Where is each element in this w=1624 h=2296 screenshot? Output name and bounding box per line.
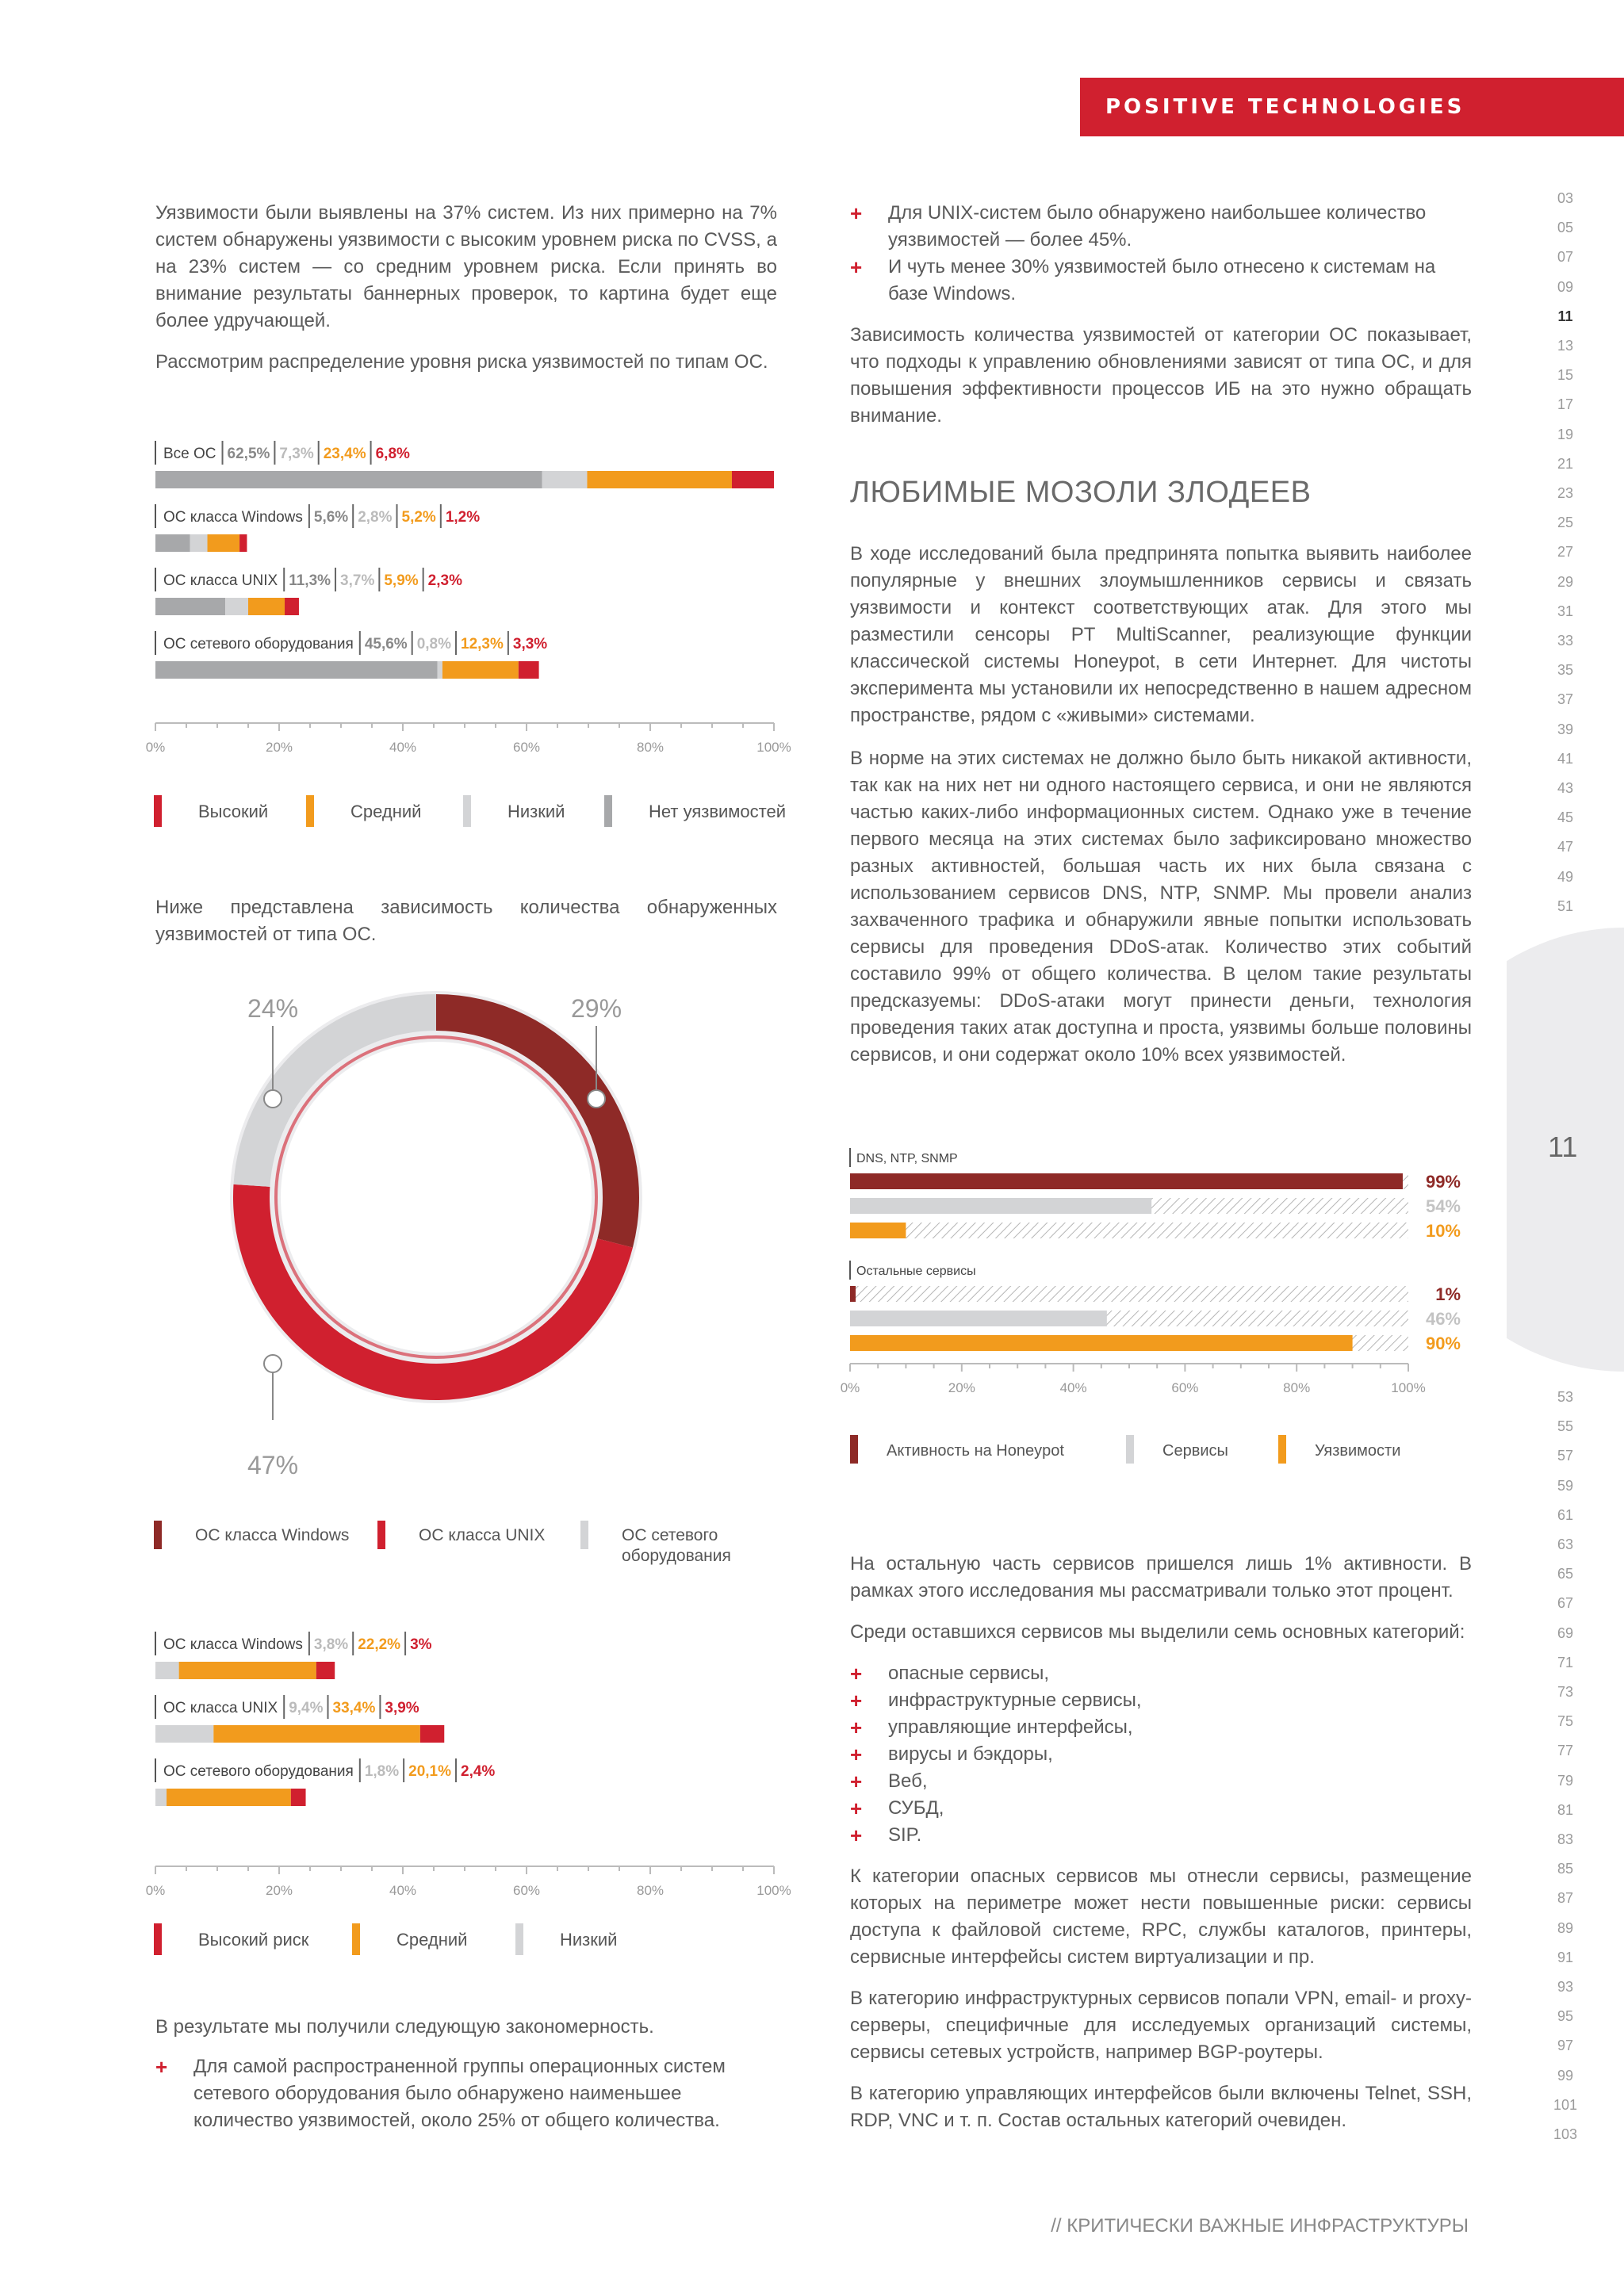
right-paragraph-7: В категорию инфраструктурных сервисов попали VPN, email- и proxy-серверы, специфичные для исследуемых организаций системы, сервисы сетевых устройств, например BGP-роутеры. [850, 1988, 1472, 2063]
side-index-page[interactable]: 31 [1557, 603, 1574, 619]
right-paragraph-8: В категорию управляющих интерфейсов были включены Telnet, SSH, RDP, VNC и т. п. Состав остальных категорий очевиден. [850, 2083, 1472, 2131]
chart3-category-label: ОС класса UNIX [163, 1700, 278, 1716]
side-index-page[interactable]: 61 [1557, 1506, 1574, 1523]
side-index-page[interactable]: 51 [1557, 897, 1574, 914]
chart1-legend-label: Высокий [198, 802, 269, 821]
side-index-page[interactable]: 81 [1557, 1801, 1574, 1818]
chart1-category-label: ОС класса UNIX [163, 572, 278, 589]
right-list2-item: + Веб, [850, 1768, 1472, 1795]
side-index-page[interactable]: 03 [1557, 190, 1574, 206]
chart1-legend-swatch [604, 795, 612, 827]
side-index-page[interactable]: 25 [1557, 515, 1574, 531]
side-index-page[interactable]: 91 [1557, 1949, 1574, 1965]
side-index-page[interactable]: 59 [1557, 1477, 1574, 1494]
chart1-tick-label: 0% [145, 740, 166, 755]
chart4-bar [850, 1286, 856, 1302]
chart1-category-label: Все ОС [163, 446, 216, 462]
right-list2-item: + SIP. [850, 1822, 1472, 1849]
right-list1-item: + И чуть менее 30% уязвимостей было отнесено к системам на базе Windows. [850, 254, 1472, 308]
chart4-bar-bg [850, 1286, 1408, 1302]
chart3-bar-segment [316, 1662, 335, 1679]
chart1-data-label: 3,7% [340, 572, 375, 589]
chart3-category-label: ОС класса Windows [163, 1636, 303, 1653]
chart1-bar-segment [225, 598, 248, 615]
chart1-data-label: 45,6% [364, 636, 408, 652]
side-index-page[interactable]: 57 [1557, 1448, 1574, 1464]
chart4-tick-label: 60% [1171, 1380, 1199, 1395]
chart1-data-label: 0,8% [416, 636, 451, 652]
right-list1-item: + Для UNIX-систем было обнаружено наибольшее количество уязвимостей — более 45%. [850, 200, 1472, 254]
chart-honeypot-activity [841, 1142, 1538, 1490]
chart1-legend-swatch [154, 795, 162, 827]
chart3-tick-label: 20% [265, 1883, 293, 1898]
side-index-page[interactable]: 101 [1553, 2096, 1578, 2113]
side-index-page[interactable]: 85 [1557, 1861, 1574, 1877]
chart3-data-label: 3,9% [385, 1700, 419, 1716]
chart4-legend-label: Уязвимости [1315, 1442, 1401, 1460]
side-index-page[interactable]: 83 [1557, 1831, 1574, 1847]
right-bullet-list-1 [850, 200, 1472, 308]
chart4-data-label: 99% [1425, 1172, 1461, 1192]
chart1-tick-label: 20% [265, 740, 293, 755]
chart1-data-label: 23,4% [323, 446, 366, 462]
chart4-bar [850, 1198, 1151, 1214]
side-index-page[interactable]: 73 [1557, 1684, 1574, 1700]
chart3-tick-label: 100% [756, 1883, 791, 1898]
side-index-page[interactable]: 89 [1557, 1919, 1574, 1936]
side-index-page[interactable]: 21 [1557, 455, 1574, 472]
left-bullet-list [155, 2053, 777, 2134]
chart4-data-label: 46% [1425, 1309, 1461, 1329]
chart-vulns-risk-by-os [143, 1617, 809, 1966]
chart4-legend-swatch [1278, 1435, 1286, 1464]
chart3-bar-segment [167, 1789, 291, 1806]
right-list2-item: + вирусы и бэкдоры, [850, 1741, 1472, 1768]
chart4-legend-label: Сервисы [1162, 1442, 1228, 1460]
side-index-page[interactable]: 23 [1557, 485, 1574, 501]
chart1-bar-segment [190, 534, 208, 552]
chart4-legend-label: Активность на Honeypot [887, 1442, 1064, 1460]
side-index-page[interactable]: 39 [1557, 721, 1574, 737]
chart1-bar-segment [155, 534, 190, 552]
side-index-page[interactable]: 17 [1557, 396, 1574, 413]
chart4-data-label: 90% [1425, 1334, 1461, 1353]
chart1-bar-segment [155, 471, 542, 488]
chart3-tick-label: 0% [145, 1883, 166, 1898]
chart4-data-label: 10% [1425, 1221, 1461, 1241]
chart3-bar-segment [155, 1725, 213, 1743]
side-index-page[interactable]: 79 [1557, 1772, 1574, 1789]
side-index-page[interactable]: 33 [1557, 633, 1574, 649]
chart4-tick-label: 0% [841, 1380, 860, 1395]
chart3-bar-segment [155, 1789, 167, 1806]
right-list2-item: + опасные сервисы, [850, 1660, 1472, 1687]
side-index-page[interactable]: 69 [1557, 1624, 1574, 1641]
side-index-page[interactable]: 49 [1557, 868, 1574, 885]
chart4-bar [850, 1223, 906, 1238]
side-index-page[interactable]: 35 [1557, 662, 1574, 679]
side-index-page[interactable]: 99 [1557, 2067, 1574, 2084]
side-index-page[interactable]: 41 [1557, 750, 1574, 767]
chart3-legend-swatch [154, 1923, 162, 1955]
chart1-legend-label: Средний [350, 802, 422, 821]
chart3-legend-label: Высокий риск [198, 1930, 309, 1950]
chart4-tick-label: 40% [1059, 1380, 1087, 1395]
brand-name: POSITIVE TECHNOLOGIES [1105, 95, 1465, 119]
chart2-slice-label: 47% [247, 1451, 299, 1479]
chart1-bar-segment [438, 661, 442, 679]
chart3-data-label: 2,4% [461, 1763, 496, 1780]
chart3-tick-label: 40% [389, 1883, 417, 1898]
chart3-data-label: 22,2% [358, 1636, 401, 1653]
chart1-bar-segment [542, 471, 588, 488]
chart3-data-label: 33,4% [332, 1700, 376, 1716]
side-index-page[interactable]: 77 [1557, 1743, 1574, 1759]
right-paragraph-4: На остальную часть сервисов пришелся лишь 1% активности. В рамках этого исследования мы рассматривали только этот процент. [850, 1553, 1472, 1601]
side-index-page[interactable]: 11 [1557, 308, 1573, 324]
chart3-bar-segment [213, 1725, 420, 1743]
chart3-bar-segment [291, 1789, 306, 1806]
side-index-page[interactable]: 07 [1557, 249, 1574, 266]
chart1-bar-segment [155, 661, 438, 679]
chart1-data-label: 62,5% [227, 446, 270, 462]
footer-section-title: // КРИТИЧЕСКИ ВАЖНЫЕ ИНФРАСТРУКТУРЫ [1051, 2215, 1469, 2237]
left-list-item: + Для самой распространенной группы операционных систем сетевого оборудования было обнаружено наименьшее количество уязвимостей, около 25% от общего количества. [155, 2053, 777, 2134]
chart1-bar-segment [442, 661, 519, 679]
chart2-legend-label: оборудования [622, 1547, 731, 1565]
side-index-page[interactable]: 09 [1557, 278, 1574, 295]
chart1-data-label: 7,3% [279, 446, 314, 462]
side-index-page[interactable]: 15 [1557, 367, 1574, 384]
chart1-tick-label: 60% [512, 740, 541, 755]
chart2-leader-dot [264, 1355, 282, 1372]
chart4-data-label: 1% [1435, 1284, 1461, 1304]
chart2-legend-swatch [377, 1521, 385, 1549]
side-index-page[interactable]: 37 [1557, 691, 1574, 708]
chart3-legend-label: Средний [396, 1930, 468, 1950]
chart1-bar-segment [248, 598, 285, 615]
side-index-page[interactable]: 53 [1557, 1389, 1574, 1405]
brand-banner [1080, 78, 1624, 136]
side-index-page[interactable]: 19 [1557, 426, 1574, 442]
right-paragraph-2: В ходе исследований была предпринята попытка выявить наиболее популярные у внешних злоумышленников сервисы и связать уязвимости и контекст соответствующих атак. Для этого мы разместили сенсоры PT MultiScanner, реализующие функции классической системы Honeypot, в сети Интернет. Для чистоты эксперимента мы установили их непосредственно в нашем адресном пространстве, рядом с «живыми» системами. [850, 543, 1472, 726]
chart1-legend-label: Нет уязвимостей [649, 802, 787, 821]
chart4-tick-label: 20% [948, 1380, 975, 1395]
chart1-category-label: ОС класса Windows [163, 509, 303, 526]
chart3-bar-segment [179, 1662, 316, 1679]
right-paragraph-1: Зависимость количества уязвимостей от категории ОС показывает, что подходы к управлению обновлениями зависят от типа ОС, и для повышения эффективности процессов ИБ на это нужно обращать внимание. [850, 324, 1472, 427]
chart2-legend-label: ОС класса UNIX [419, 1526, 546, 1544]
right-paragraph-3: В норме на этих системах не должно было быть никакой активности, так как на них нет ни одного настоящего сервиса, и они не являются частью каких-либо информационных систем. Однако уже в течение первого месяца на этих системах было зафиксировано множество разных активностей, большая часть их них была связана с использованием сервисов DNS, NTP, SNMP. Мы провели анализ захваченного трафика и обнаружили явные попытки использовать сервисы для проведения DDoS-атак. Количество этих событий составило 99% от общего количества. В целом такие результаты предсказуемы: DDoS-атаки могут принести деньги, технология проведения таких атак доступна и проста, уязвимы больше половины сервисов, и они содержат около 10% всех уязвимостей. [850, 748, 1472, 1066]
left-paragraph-2: Рассмотрим распределение уровня риска уязвимостей по типам ОС. [155, 351, 768, 373]
right-paragraph-5: Среди оставшихся сервисов мы выделили семь основных категорий: [850, 1621, 1465, 1643]
chart3-bar-segment [155, 1662, 179, 1679]
chart1-bar-segment [519, 661, 539, 679]
side-index-page[interactable]: 55 [1557, 1418, 1574, 1435]
chart3-tick-label: 80% [636, 1883, 665, 1898]
chart2-legend-label: ОС сетевого [622, 1526, 718, 1544]
left-paragraph-4: В результате мы получили следующую закономерность. [155, 2016, 654, 2038]
side-index-page[interactable]: 29 [1557, 573, 1574, 590]
section-heading: ЛЮБИМЫЕ МОЗОЛИ ЗЛОДЕЕВ [850, 476, 1312, 509]
chart4-bar-bg [850, 1223, 1408, 1238]
chart3-tick-label: 60% [512, 1883, 541, 1898]
chart2-slice-label: 24% [247, 994, 299, 1023]
chart1-bar-segment [285, 598, 299, 615]
chart3-data-label: 9,4% [289, 1700, 324, 1716]
side-index-page[interactable]: 43 [1557, 780, 1574, 796]
chart3-data-label: 20,1% [408, 1763, 451, 1780]
chart1-tick-label: 100% [756, 740, 791, 755]
chart2-hole [281, 1042, 592, 1353]
chart4-group-label: DNS, NTP, SNMP [856, 1152, 958, 1165]
chart4-tick-label: 80% [1283, 1380, 1311, 1395]
chart4-legend-swatch [1126, 1435, 1134, 1464]
side-index-page[interactable]: 93 [1557, 1979, 1574, 1995]
side-index-page[interactable]: 97 [1557, 2038, 1574, 2054]
chart1-data-label: 5,6% [313, 509, 349, 526]
side-index-page[interactable]: 27 [1557, 544, 1574, 561]
chart2-legend-swatch [580, 1521, 588, 1549]
side-index-page[interactable]: 87 [1557, 1890, 1574, 1907]
left-paragraph-1: Уязвимости были выявлены на 37% систем. Из них примерно на 7% систем обнаружены уязвимости с высоким уровнем риска по CVSS, а на 23% систем — со средним уровнем риска. Если принять во внимание результаты баннерных проверок, то картина будет еще более удручающей. [155, 202, 777, 331]
side-index-page[interactable]: 75 [1557, 1713, 1574, 1730]
chart1-bar-segment [732, 471, 774, 488]
chart3-bar-segment [420, 1725, 444, 1743]
side-index-page[interactable]: 05 [1557, 220, 1574, 236]
side-index-page[interactable]: 95 [1557, 2008, 1574, 2025]
side-index-page[interactable]: 71 [1557, 1654, 1574, 1670]
chart1-bar-segment [155, 598, 225, 615]
chart3-legend-label: Низкий [560, 1930, 618, 1950]
chart1-legend-label: Низкий [508, 802, 565, 821]
chart1-tick-label: 40% [389, 740, 417, 755]
chart1-data-label: 5,9% [384, 572, 419, 589]
chart4-group-label: Остальные сервисы [856, 1265, 976, 1278]
chart1-data-label: 3,3% [512, 636, 548, 652]
chart1-data-label: 12,3% [461, 636, 504, 652]
chart4-legend-swatch [850, 1435, 858, 1464]
chart1-data-label: 2,8% [358, 509, 393, 526]
chart1-legend-swatch [463, 795, 471, 827]
chart1-data-label: 11,3% [289, 572, 331, 589]
chart3-legend-swatch [515, 1923, 523, 1955]
page-number: 11 [1548, 1131, 1578, 1163]
chart2-legend-swatch [154, 1521, 162, 1549]
side-index-page[interactable]: 103 [1553, 2126, 1578, 2142]
chart4-bar [850, 1311, 1107, 1326]
side-index-page[interactable]: 45 [1557, 809, 1574, 826]
side-index-page[interactable]: 65 [1557, 1566, 1574, 1582]
chart4-bar [850, 1335, 1353, 1351]
chart4-data-label: 54% [1425, 1196, 1461, 1216]
chart2-leader-dot [264, 1090, 282, 1108]
chart3-data-label: 1,8% [364, 1763, 400, 1780]
right-list2-item: + управляющие интерфейсы, [850, 1714, 1472, 1741]
chart-donut-vulns-by-os [143, 983, 809, 1570]
chart1-bar-segment [239, 534, 247, 552]
chart1-category-label: ОС сетевого оборудования [163, 636, 354, 652]
chart1-data-label: 5,2% [401, 509, 436, 526]
side-index-page[interactable]: 13 [1557, 338, 1574, 354]
right-list2-item: + инфраструктурные сервисы, [850, 1687, 1472, 1714]
chart3-legend-swatch [352, 1923, 360, 1955]
side-index-page[interactable]: 63 [1557, 1536, 1574, 1552]
chart1-bar-segment [208, 534, 240, 552]
chart4-tick-label: 100% [1391, 1380, 1426, 1395]
chart3-data-label: 3,8% [313, 1636, 349, 1653]
chart3-data-label: 3% [410, 1636, 432, 1653]
chart1-data-label: 6,8% [375, 446, 410, 462]
chart1-data-label: 2,3% [427, 572, 462, 589]
right-list2-item: + СУБД, [850, 1795, 1472, 1822]
chart4-bar [850, 1173, 1403, 1189]
chart3-category-label: ОС сетевого оборудования [163, 1763, 354, 1780]
right-bullet-list-2 [850, 1660, 1472, 1849]
left-paragraph-3: Ниже представлена зависимость количества обнаруженных уязвимостей от типа ОС. [155, 897, 777, 945]
chart1-tick-label: 80% [636, 740, 665, 755]
chart1-legend-swatch [306, 795, 314, 827]
side-index-page[interactable]: 47 [1557, 839, 1574, 855]
right-paragraph-6: К категории опасных сервисов мы отнесли сервисы, размещение которых на периметре может нести повышенные риски: сервисы доступа к файловой системе, RPC, службы каталогов, принтеры, сервисные интерфейсы систем виртуализации и пр. [850, 1866, 1472, 1968]
chart2-leader-dot [588, 1090, 605, 1108]
chart2-legend-label: ОС класса Windows [195, 1526, 350, 1544]
chart2-slice-label: 29% [570, 994, 622, 1023]
chart-risk-by-os [143, 434, 809, 831]
chart1-bar-segment [587, 471, 732, 488]
side-index-page[interactable]: 67 [1557, 1595, 1574, 1612]
chart1-data-label: 1,2% [445, 509, 481, 526]
